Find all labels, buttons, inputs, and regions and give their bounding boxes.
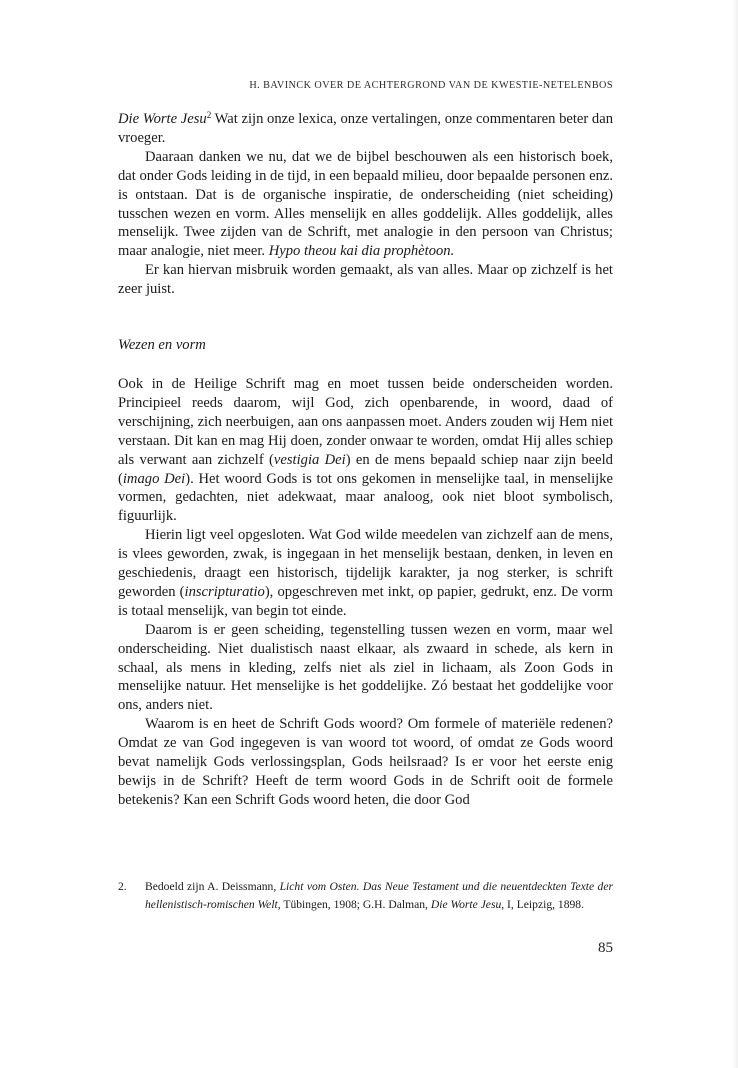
section-gap (118, 299, 613, 336)
page-number: 85 (598, 940, 613, 956)
footnote (118, 878, 613, 914)
greek-phrase: Hypo theou kai dia prophètoon. (268, 243, 455, 260)
section-heading: Wezen en vorm (118, 337, 206, 354)
intro-paragraph-2: Daaraan danken we nu, dat we de bijbel beschouwen als een historisch boek, dat onder Gods leiding in de tijd, in een bepaald milieu, door bepaalde personen enz. is ontstaan. Dat is de organische inspiratie, de onderscheiding (niet scheiding) tusschen wezen en vorm. Alles menselijk en alles goddelijk. Alles goddelijk, alles menselijk. Twee zijden van de Schrift, met analogie in den persoon van Christus; maar analogie, niet meer. Hypo theou kai dia prophètoon. (118, 148, 613, 260)
section-paragraph-3: Daarom is er geen scheiding, tegenstelling tussen wezen en vorm, maar wel onderscheiding. Niet dualistisch naast elkaar, als zwaard in schede, als kern in schaal, als mens in kleding, zelfs niet als ziel in lichaam, als Zoon Gods in menselijke natuur. Het menselijke is het goddelijke. Zó bestaat het goddelijke voor ons, anders niet. (118, 621, 613, 714)
footnote-reference[interactable]: 2 (206, 110, 212, 120)
footnote-number: 2. (118, 880, 127, 893)
book-title-die-worte-jesu: Die Worte Jesu (118, 111, 207, 127)
running-head: H. BAVINCK OVER DE ACHTERGROND VAN DE KWESTIE-NETELENBOS (249, 80, 613, 91)
page-edge-shadow (732, 0, 738, 1068)
section-paragraph-1: Ook in de Heilige Schrift mag en moet tussen beide onderscheiden worden. Principieel reeds daarom, wijl God, zich openbarende, in woord, daad of verschijning, zich neerbuigen, aan ons aanpassen moet. Anders zouden wij Hem niet verstaan. Dit kan en mag Hij doen, zonder onwaar te worden, omdat Hij alles schiep als verwant aan zichzelf (vestigia Dei) en de mens bepaald schiep naar zijn beeld (imago Dei). Het woord Gods is tot ons gekomen in menselijke taal, in menselijke vormen, gedachten, niet adekwaat, maar analoog, ook niet bloot symbolisch, figuurlijk. (118, 375, 613, 525)
body-text (118, 110, 613, 810)
section-paragraph-2: Hierin ligt veel opgesloten. Wat God wilde meedelen van zichzelf aan de mens, is vlees geworden, zwak, is ingegaan in het menselijk bestaan, denken, in leven en geschiedenis, draagt een historisch, tijdelijk karakter, ja nog sterker, is schrift geworden (inscripturatio), opgeschreven met inkt, op papier, gedrukt, enz. De vorm is totaal menselijk, van begin tot einde. (118, 527, 613, 619)
footnote-text: Bedoeld zijn A. Deissmann, Licht vom Osten. Das Neue Testament und die neuentdeckten Texte der hellenistisch-romischen Welt, Tübingen, 1908; G.H. Dalman, Die Worte Jesu, I, Leipzig, 1898. (145, 880, 613, 911)
intro-paragraph-1: Die Worte Jesu$^2$ Wat zijn onze lexica, onze vertalingen, onze commentaren beter dan vroeger. (118, 110, 613, 146)
heading-gap (118, 355, 613, 375)
intro-paragraph-3: Er kan hiervan misbruik worden gemaakt, als van alles. Maar op zichzelf is het zeer juist. (118, 262, 613, 298)
section-paragraph-4: Waarom is en heet de Schrift Gods woord? Om formele of materiële redenen? Omdat ze van God ingegeven is van woord tot woord, of omdat ze Gods woord bevat namelijk Gods verlossingsplan, Gods heilsraad? Is er voor het eerste enig bewijs in de Schrift? Heeft de term woord Gods in de Schrift ooit de formele betekenis? Kan een Schrift Gods woord heten, die door God (118, 716, 613, 808)
